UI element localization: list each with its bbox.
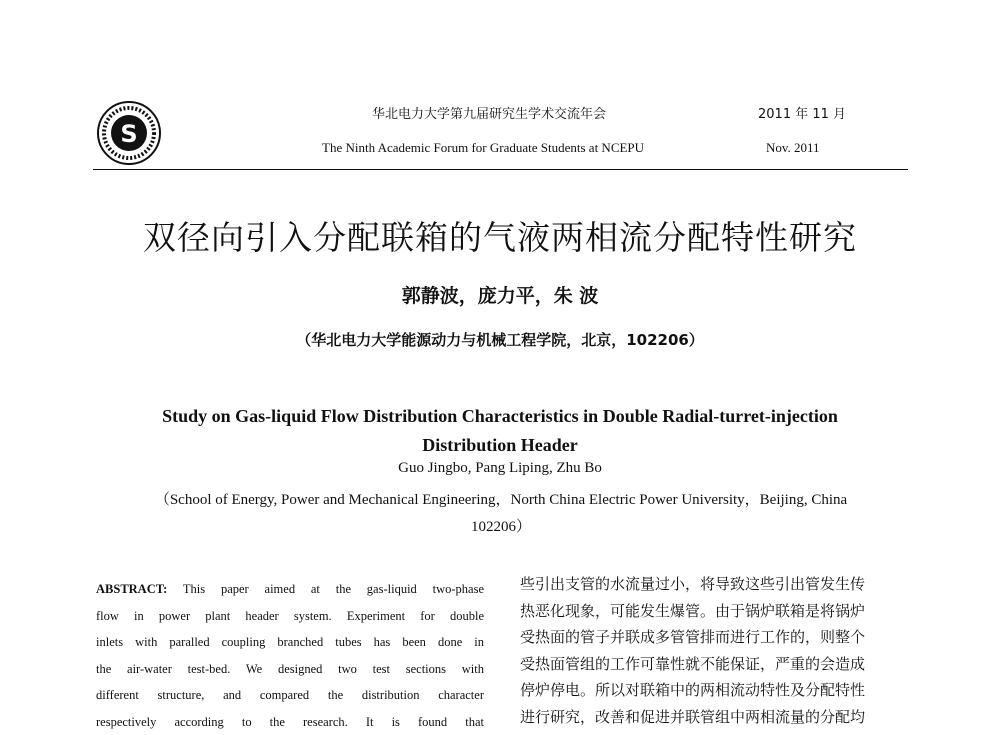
body-line: 些引出支管的水流量过小，将导致这些引出管发生传 [520,575,866,593]
university-logo [96,100,162,166]
affiliation-cn: （华北电力大学能源动力与机械工程学院，北京，102206） [296,331,704,349]
body-text-cn [520,571,908,730]
abstract-line: inlets with paralled coupling branched tubes has been done in [96,635,484,649]
forum-date-cn: 2011 年 11 月 [758,107,847,122]
affiliation-en-line1: （School of Energy, Power and Mechanical Engineering，North China Electric Power University，Beijing, China [154,492,848,508]
abstract-line: respectively according to the research. It is found that [96,714,484,729]
paper-title-en-line1: Study on Gas-liquid Flow Distribution Characteristics in Double Radial-turret-injection [162,406,838,426]
body-line: 受热面的管子并联成多管管排而进行工作的，则整个 [520,628,866,646]
abstract-line: the air-water test-bed. We designed two test sections with [96,661,484,676]
abstract-label: ABSTRACT: [96,582,168,596]
paper-title-en [80,402,920,460]
body-line: 停炉停电。所以对联箱中的两相流动特性及分配特性 [520,681,866,699]
paper-title-cn: 双径向引入分配联箱的气液两相流分配特性研究 [143,218,857,257]
body-line: 热恶化现象，可能发生爆管。由于锅炉联箱是将锅炉 [520,601,866,620]
abstract-line: flow in power plant header system. Experiment for double [96,608,484,623]
affiliation-en-line2: 102206） [470,519,531,535]
body-line: 受热面管组的工作可靠性就不能保证，严重的会造成 [520,654,866,673]
abstract-line: different structure, and compared the distribution character [96,688,484,702]
body-line: 进行研究，改善和促进并联管组中两相流量的分配均 [520,707,866,726]
affiliation-en [90,487,912,541]
forum-title-en: The Ninth Academic Forum for Graduate Students at NCEPU [322,140,645,155]
logo-letter: S [120,120,138,148]
forum-title-cn: 华北电力大学第九届研究生学术交流年会 [372,107,607,122]
authors-en: Guo Jingbo, Pang Liping, Zhu Bo [398,460,602,476]
header-rule [93,169,908,170]
abstract-line: ABSTRACT: This paper aimed at the gas-liquid two-phase [96,582,484,596]
abstract [96,576,484,735]
forum-date-en: Nov. 2011 [766,140,820,155]
authors-cn: 郭静波，庞力平，朱 波 [401,285,599,307]
paper-title-en-line2: Distribution Header [422,435,578,455]
